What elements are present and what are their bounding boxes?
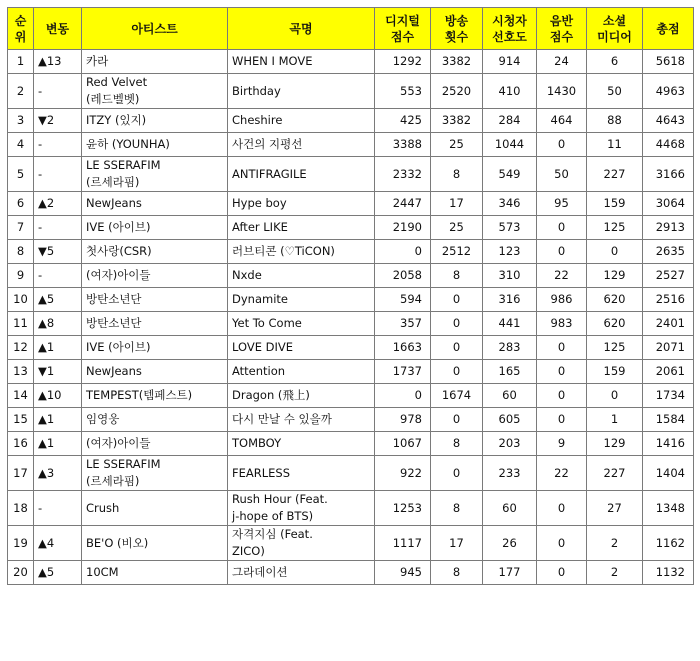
cell-broadcast-count: 8 — [431, 157, 483, 192]
cell-viewer-preference: 441 — [483, 312, 537, 336]
cell-total: 1132 — [643, 561, 694, 585]
cell-total: 2516 — [643, 288, 694, 312]
cell-song: WHEN I MOVE — [228, 50, 375, 74]
cell-social-media: 0 — [587, 240, 643, 264]
cell-song: FEARLESS — [228, 456, 375, 491]
cell-viewer-preference: 605 — [483, 408, 537, 432]
cell-artist: LE SSERAFIM (르세라핌) — [82, 157, 228, 192]
cell-total: 1162 — [643, 526, 694, 561]
table-row — [8, 408, 694, 432]
cell-song: 다시 만날 수 있을까 — [228, 408, 375, 432]
cell-viewer-preference: 203 — [483, 432, 537, 456]
cell-change: - — [34, 74, 82, 109]
cell-broadcast-count: 8 — [431, 264, 483, 288]
cell-song: 그라데이션 — [228, 561, 375, 585]
cell-rank: 7 — [8, 216, 34, 240]
table-row — [8, 157, 694, 192]
cell-change: - — [34, 157, 82, 192]
cell-total: 1348 — [643, 491, 694, 526]
cell-broadcast-count: 17 — [431, 192, 483, 216]
cell-rank: 5 — [8, 157, 34, 192]
cell-song: Cheshire — [228, 109, 375, 133]
cell-total: 1404 — [643, 456, 694, 491]
table-row — [8, 491, 694, 526]
cell-broadcast-count: 25 — [431, 216, 483, 240]
cell-change: ▼5 — [34, 240, 82, 264]
table-row — [8, 336, 694, 360]
cell-artist: TEMPEST(템페스트) — [82, 384, 228, 408]
cell-rank: 15 — [8, 408, 34, 432]
cell-artist: 윤하 (YOUNHA) — [82, 133, 228, 157]
cell-song: Dynamite — [228, 288, 375, 312]
cell-change: ▼2 — [34, 109, 82, 133]
cell-viewer-preference: 316 — [483, 288, 537, 312]
cell-artist: IVE (아이브) — [82, 216, 228, 240]
cell-viewer-preference: 1044 — [483, 133, 537, 157]
cell-song: 사건의 지평선 — [228, 133, 375, 157]
cell-total: 4468 — [643, 133, 694, 157]
cell-social-media: 50 — [587, 74, 643, 109]
cell-total: 4963 — [643, 74, 694, 109]
cell-digital-score: 945 — [375, 561, 431, 585]
cell-album-score: 1430 — [537, 74, 587, 109]
cell-viewer-preference: 914 — [483, 50, 537, 74]
cell-viewer-preference: 346 — [483, 192, 537, 216]
cell-social-media: 227 — [587, 157, 643, 192]
table-row — [8, 526, 694, 561]
cell-artist: ITZY (있지) — [82, 109, 228, 133]
cell-artist: (여자)아이들 — [82, 264, 228, 288]
cell-total: 3064 — [643, 192, 694, 216]
cell-total: 1584 — [643, 408, 694, 432]
header-song: 곡명 — [228, 8, 375, 50]
cell-broadcast-count: 8 — [431, 491, 483, 526]
cell-album-score: 0 — [537, 561, 587, 585]
cell-rank: 11 — [8, 312, 34, 336]
cell-broadcast-count: 0 — [431, 288, 483, 312]
cell-album-score: 95 — [537, 192, 587, 216]
cell-social-media: 620 — [587, 288, 643, 312]
cell-album-score: 0 — [537, 526, 587, 561]
cell-rank: 12 — [8, 336, 34, 360]
cell-viewer-preference: 60 — [483, 384, 537, 408]
cell-digital-score: 594 — [375, 288, 431, 312]
cell-total: 2401 — [643, 312, 694, 336]
cell-artist: Red Velvet (레드벨벳) — [82, 74, 228, 109]
cell-total: 2061 — [643, 360, 694, 384]
cell-social-media: 620 — [587, 312, 643, 336]
cell-viewer-preference: 310 — [483, 264, 537, 288]
cell-broadcast-count: 25 — [431, 133, 483, 157]
cell-song: Dragon (飛上) — [228, 384, 375, 408]
cell-rank: 9 — [8, 264, 34, 288]
table-row — [8, 384, 694, 408]
cell-digital-score: 1117 — [375, 526, 431, 561]
table-row — [8, 456, 694, 491]
cell-rank: 6 — [8, 192, 34, 216]
cell-broadcast-count: 0 — [431, 408, 483, 432]
cell-viewer-preference: 233 — [483, 456, 537, 491]
cell-digital-score: 425 — [375, 109, 431, 133]
cell-rank: 8 — [8, 240, 34, 264]
table-row — [8, 192, 694, 216]
header-digital-score: 디지털 점수 — [375, 8, 431, 50]
cell-digital-score: 553 — [375, 74, 431, 109]
table-row — [8, 133, 694, 157]
cell-digital-score: 1292 — [375, 50, 431, 74]
cell-broadcast-count: 8 — [431, 432, 483, 456]
cell-album-score: 22 — [537, 264, 587, 288]
cell-artist: 임영웅 — [82, 408, 228, 432]
cell-song: 러브티콘 (♡TiCON) — [228, 240, 375, 264]
cell-change: - — [34, 491, 82, 526]
cell-album-score: 0 — [537, 240, 587, 264]
cell-digital-score: 1663 — [375, 336, 431, 360]
cell-song: Nxde — [228, 264, 375, 288]
cell-viewer-preference: 26 — [483, 526, 537, 561]
cell-total: 2913 — [643, 216, 694, 240]
cell-digital-score: 2058 — [375, 264, 431, 288]
cell-broadcast-count: 0 — [431, 456, 483, 491]
cell-album-score: 0 — [537, 491, 587, 526]
cell-rank: 10 — [8, 288, 34, 312]
cell-change: ▲10 — [34, 384, 82, 408]
cell-album-score: 986 — [537, 288, 587, 312]
cell-social-media: 1 — [587, 408, 643, 432]
cell-total: 2635 — [643, 240, 694, 264]
header-broadcast-count: 방송 횟수 — [431, 8, 483, 50]
cell-album-score: 0 — [537, 216, 587, 240]
cell-rank: 17 — [8, 456, 34, 491]
cell-song: Birthday — [228, 74, 375, 109]
table-row — [8, 432, 694, 456]
header-social-media: 소셜 미디어 — [587, 8, 643, 50]
cell-song: Attention — [228, 360, 375, 384]
cell-song: Hype boy — [228, 192, 375, 216]
cell-viewer-preference: 283 — [483, 336, 537, 360]
cell-rank: 1 — [8, 50, 34, 74]
cell-digital-score: 357 — [375, 312, 431, 336]
cell-song: TOMBOY — [228, 432, 375, 456]
cell-social-media: 11 — [587, 133, 643, 157]
header-change: 변동 — [34, 8, 82, 50]
cell-broadcast-count: 2520 — [431, 74, 483, 109]
cell-viewer-preference: 177 — [483, 561, 537, 585]
cell-total: 3166 — [643, 157, 694, 192]
cell-album-score: 983 — [537, 312, 587, 336]
table-row — [8, 264, 694, 288]
cell-change: ▲4 — [34, 526, 82, 561]
cell-album-score: 0 — [537, 360, 587, 384]
cell-viewer-preference: 60 — [483, 491, 537, 526]
cell-broadcast-count: 0 — [431, 360, 483, 384]
table-row — [8, 288, 694, 312]
cell-social-media: 125 — [587, 216, 643, 240]
cell-artist: 첫사랑(CSR) — [82, 240, 228, 264]
cell-broadcast-count: 1674 — [431, 384, 483, 408]
cell-digital-score: 1067 — [375, 432, 431, 456]
cell-digital-score: 2447 — [375, 192, 431, 216]
table-row — [8, 74, 694, 109]
cell-artist: 방탄소년단 — [82, 312, 228, 336]
cell-artist: 방탄소년단 — [82, 288, 228, 312]
cell-viewer-preference: 123 — [483, 240, 537, 264]
cell-change: ▲1 — [34, 336, 82, 360]
cell-total: 4643 — [643, 109, 694, 133]
cell-total: 1416 — [643, 432, 694, 456]
cell-social-media: 129 — [587, 432, 643, 456]
cell-viewer-preference: 573 — [483, 216, 537, 240]
cell-rank: 18 — [8, 491, 34, 526]
table-row — [8, 312, 694, 336]
cell-change: ▲3 — [34, 456, 82, 491]
cell-song: ANTIFRAGILE — [228, 157, 375, 192]
cell-rank: 13 — [8, 360, 34, 384]
cell-social-media: 88 — [587, 109, 643, 133]
cell-total: 2071 — [643, 336, 694, 360]
cell-album-score: 50 — [537, 157, 587, 192]
cell-change: ▲1 — [34, 408, 82, 432]
cell-change: - — [34, 133, 82, 157]
cell-song: Rush Hour (Feat. j-hope of BTS) — [228, 491, 375, 526]
cell-social-media: 125 — [587, 336, 643, 360]
cell-artist: (여자)아이들 — [82, 432, 228, 456]
cell-change: ▲5 — [34, 561, 82, 585]
cell-digital-score: 2332 — [375, 157, 431, 192]
cell-album-score: 9 — [537, 432, 587, 456]
cell-total: 5618 — [643, 50, 694, 74]
cell-broadcast-count: 3382 — [431, 109, 483, 133]
header-row — [8, 8, 694, 50]
cell-social-media: 6 — [587, 50, 643, 74]
cell-artist: NewJeans — [82, 192, 228, 216]
header-total: 총점 — [643, 8, 694, 50]
cell-digital-score: 1737 — [375, 360, 431, 384]
cell-social-media: 227 — [587, 456, 643, 491]
header-artist: 아티스트 — [82, 8, 228, 50]
cell-song: After LIKE — [228, 216, 375, 240]
header-album-score: 음반 점수 — [537, 8, 587, 50]
cell-digital-score: 978 — [375, 408, 431, 432]
cell-rank: 16 — [8, 432, 34, 456]
cell-song: 자격지심 (Feat. ZICO) — [228, 526, 375, 561]
cell-rank: 19 — [8, 526, 34, 561]
cell-digital-score: 2190 — [375, 216, 431, 240]
cell-artist: Crush — [82, 491, 228, 526]
cell-artist: BE'O (비오) — [82, 526, 228, 561]
cell-rank: 4 — [8, 133, 34, 157]
cell-album-score: 22 — [537, 456, 587, 491]
table-row — [8, 360, 694, 384]
cell-change: ▲1 — [34, 432, 82, 456]
cell-album-score: 0 — [537, 384, 587, 408]
cell-broadcast-count: 2512 — [431, 240, 483, 264]
cell-social-media: 27 — [587, 491, 643, 526]
cell-digital-score: 0 — [375, 240, 431, 264]
cell-broadcast-count: 8 — [431, 561, 483, 585]
cell-artist: 10CM — [82, 561, 228, 585]
cell-broadcast-count: 3382 — [431, 50, 483, 74]
cell-viewer-preference: 410 — [483, 74, 537, 109]
cell-artist: IVE (아이브) — [82, 336, 228, 360]
table-row — [8, 240, 694, 264]
cell-social-media: 0 — [587, 384, 643, 408]
cell-change: ▲13 — [34, 50, 82, 74]
table-row — [8, 216, 694, 240]
cell-rank: 20 — [8, 561, 34, 585]
cell-artist: NewJeans — [82, 360, 228, 384]
cell-broadcast-count: 0 — [431, 336, 483, 360]
cell-album-score: 0 — [537, 133, 587, 157]
table-row — [8, 50, 694, 74]
cell-social-media: 159 — [587, 192, 643, 216]
cell-total: 1734 — [643, 384, 694, 408]
cell-change: - — [34, 264, 82, 288]
cell-total: 2527 — [643, 264, 694, 288]
cell-artist: LE SSERAFIM (르세라핌) — [82, 456, 228, 491]
cell-digital-score: 922 — [375, 456, 431, 491]
cell-album-score: 0 — [537, 336, 587, 360]
cell-rank: 3 — [8, 109, 34, 133]
cell-album-score: 464 — [537, 109, 587, 133]
cell-social-media: 159 — [587, 360, 643, 384]
cell-album-score: 0 — [537, 408, 587, 432]
cell-viewer-preference: 549 — [483, 157, 537, 192]
cell-change: ▲8 — [34, 312, 82, 336]
cell-song: LOVE DIVE — [228, 336, 375, 360]
cell-change: - — [34, 216, 82, 240]
cell-digital-score: 0 — [375, 384, 431, 408]
cell-digital-score: 1253 — [375, 491, 431, 526]
cell-rank: 14 — [8, 384, 34, 408]
table-row — [8, 561, 694, 585]
cell-change: ▲2 — [34, 192, 82, 216]
cell-artist: 카라 — [82, 50, 228, 74]
cell-rank: 2 — [8, 74, 34, 109]
cell-social-media: 129 — [587, 264, 643, 288]
cell-viewer-preference: 284 — [483, 109, 537, 133]
cell-broadcast-count: 0 — [431, 312, 483, 336]
chart-ranking-table — [7, 7, 694, 585]
cell-digital-score: 3388 — [375, 133, 431, 157]
cell-change: ▼1 — [34, 360, 82, 384]
cell-social-media: 2 — [587, 561, 643, 585]
cell-change: ▲5 — [34, 288, 82, 312]
header-rank: 순위 — [8, 8, 34, 50]
cell-viewer-preference: 165 — [483, 360, 537, 384]
header-viewer-preference: 시청자 선호도 — [483, 8, 537, 50]
table-row — [8, 109, 694, 133]
cell-song: Yet To Come — [228, 312, 375, 336]
cell-album-score: 24 — [537, 50, 587, 74]
cell-social-media: 2 — [587, 526, 643, 561]
cell-broadcast-count: 17 — [431, 526, 483, 561]
